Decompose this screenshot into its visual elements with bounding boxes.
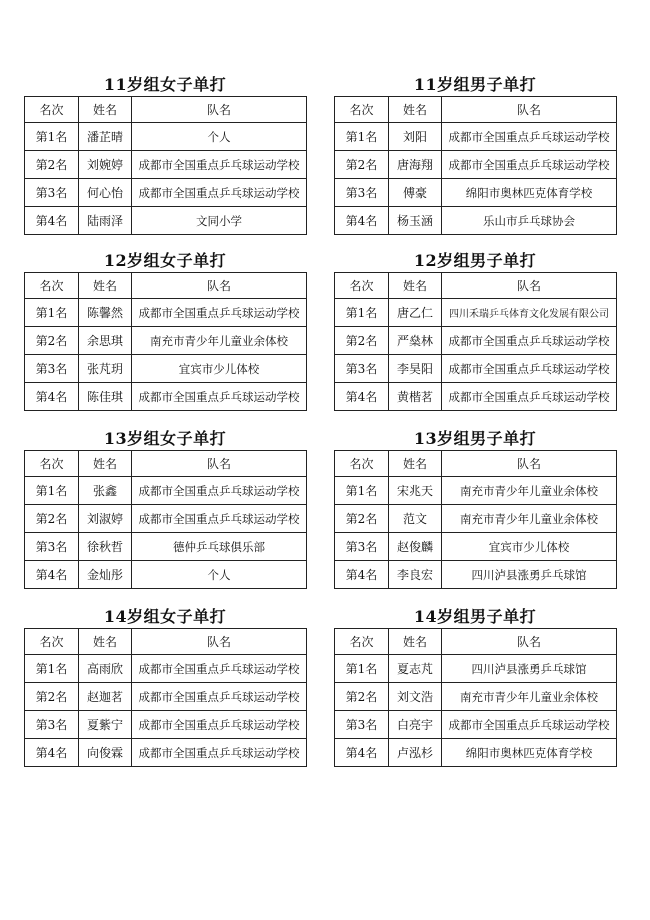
table-row [335,123,617,151]
team-cell: 成都市全国重点乒乓球运动学校 [132,655,307,683]
rank-header: 名次 [25,451,79,477]
player-name-cell: 张芃玥 [79,355,132,383]
rank-cell: 第1名 [335,299,389,327]
rank-header: 名次 [25,273,79,299]
player-name-cell: 徐秋哲 [79,533,132,561]
team-cell: 成都市全国重点乒乓球运动学校 [442,711,617,739]
table-header-row [25,273,307,299]
section-title: 13岁组女子单打 [103,429,227,448]
player-name-cell: 向俊霖 [79,739,132,767]
rank-header: 名次 [25,629,79,655]
player-name-cell: 李昊阳 [389,355,442,383]
table-row [335,355,617,383]
name-header: 姓名 [79,273,132,299]
rank-cell: 第2名 [25,505,79,533]
player-name-cell: 张鑫 [79,477,132,505]
team-cell: 成都市全国重点乒乓球运动学校 [132,683,307,711]
results-table [24,628,307,767]
table-row [335,299,617,327]
rank-cell: 第4名 [25,207,79,235]
name-header: 姓名 [389,273,442,299]
player-name-cell: 陈馨然 [79,299,132,327]
player-name-cell: 金灿彤 [79,561,132,589]
team-cell: 成都市全国重点乒乓球运动学校 [132,477,307,505]
table-row [25,505,307,533]
player-name-cell: 刘文浩 [389,683,442,711]
table-row [335,739,617,767]
rank-cell: 第3名 [25,179,79,207]
table-row [25,477,307,505]
name-header: 姓名 [79,451,132,477]
team-header: 队名 [132,451,307,477]
rank-cell: 第2名 [335,683,389,711]
rank-header: 名次 [335,629,389,655]
rank-cell: 第4名 [25,739,79,767]
team-cell: 成都市全国重点乒乓球运动学校 [132,151,307,179]
table-row [335,477,617,505]
rank-cell: 第2名 [25,327,79,355]
team-header: 队名 [132,629,307,655]
player-name-cell: 刘婉婷 [79,151,132,179]
table-row [25,533,307,561]
rank-cell: 第2名 [335,505,389,533]
player-name-cell: 陆雨泽 [79,207,132,235]
section-title: 12岁组男子单打 [413,251,537,270]
player-name-cell: 高雨欣 [79,655,132,683]
name-header: 姓名 [389,629,442,655]
team-cell: 个人 [132,561,307,589]
table-row [25,327,307,355]
name-header: 姓名 [389,451,442,477]
table-header-row [25,451,307,477]
table-header-row [335,451,617,477]
section-13-boys [334,428,616,589]
table-row [25,655,307,683]
team-cell: 成都市全国重点乒乓球运动学校 [442,327,617,355]
rank-cell: 第3名 [25,355,79,383]
player-name-cell: 夏志芃 [389,655,442,683]
player-name-cell: 宋兆天 [389,477,442,505]
results-table [24,96,307,235]
table-row [25,711,307,739]
team-cell: 德仲乒乓球俱乐部 [132,533,307,561]
table-row [25,123,307,151]
table-header-row [25,97,307,123]
rank-cell: 第1名 [335,123,389,151]
section-12-girls [24,250,306,411]
section-title: 11岁组女子单打 [103,75,227,94]
section-11-girls [24,74,306,235]
player-name-cell: 刘阳 [389,123,442,151]
rank-cell: 第1名 [25,123,79,151]
section-14-girls [24,606,306,767]
rank-cell: 第4名 [25,561,79,589]
rank-cell: 第4名 [25,383,79,411]
rank-cell: 第4名 [335,207,389,235]
player-name-cell: 范文 [389,505,442,533]
player-name-cell: 傅豪 [389,179,442,207]
team-cell: 成都市全国重点乒乓球运动学校 [132,505,307,533]
table-row [335,711,617,739]
player-name-cell: 刘淑婷 [79,505,132,533]
player-name-cell: 潘芷晴 [79,123,132,151]
team-cell: 成都市全国重点乒乓球运动学校 [442,151,617,179]
player-name-cell: 白亮宇 [389,711,442,739]
section-12-boys [334,250,616,411]
rank-cell: 第2名 [25,683,79,711]
table-row [25,561,307,589]
results-table [24,272,307,411]
team-header: 队名 [442,629,617,655]
table-row [25,739,307,767]
team-cell: 四川泸县涨勇乒乓球馆 [442,655,617,683]
player-name-cell: 李良宏 [389,561,442,589]
team-header: 队名 [132,273,307,299]
section-title: 14岁组女子单打 [103,607,227,626]
rank-header: 名次 [335,97,389,123]
team-cell: 文同小学 [132,207,307,235]
results-table [334,96,617,235]
results-table [334,450,617,589]
table-row [25,355,307,383]
section-13-girls [24,428,306,589]
rank-cell: 第1名 [335,655,389,683]
name-header: 姓名 [389,97,442,123]
team-cell: 绵阳市奥林匹克体育学校 [442,739,617,767]
player-name-cell: 杨玉涵 [389,207,442,235]
team-cell: 宜宾市少儿体校 [442,533,617,561]
team-cell: 成都市全国重点乒乓球运动学校 [442,123,617,151]
table-row [335,505,617,533]
table-row [25,383,307,411]
table-header-row [335,97,617,123]
rank-cell: 第2名 [335,327,389,355]
team-cell: 南充市青少年儿童业余体校 [442,505,617,533]
team-cell: 南充市青少年儿童业余体校 [442,683,617,711]
player-name-cell: 卢泓杉 [389,739,442,767]
team-cell: 南充市青少年儿童业余体校 [442,477,617,505]
rank-cell: 第4名 [335,561,389,589]
team-header: 队名 [442,451,617,477]
team-cell: 绵阳市奥林匹克体育学校 [442,179,617,207]
section-11-boys [334,74,616,235]
table-row [335,151,617,179]
team-cell: 宜宾市少儿体校 [132,355,307,383]
team-cell: 四川泸县涨勇乒乓球馆 [442,561,617,589]
rank-cell: 第1名 [25,655,79,683]
table-row [335,655,617,683]
rank-cell: 第1名 [335,477,389,505]
team-cell: 成都市全国重点乒乓球运动学校 [132,739,307,767]
results-table [334,628,617,767]
team-cell: 乐山市乒乓球协会 [442,207,617,235]
team-cell: 四川禾瑞乒乓体育文化发展有限公司 [442,299,617,327]
team-header: 队名 [132,97,307,123]
rank-cell: 第3名 [335,711,389,739]
player-name-cell: 夏紫宁 [79,711,132,739]
player-name-cell: 赵俊麟 [389,533,442,561]
rank-cell: 第2名 [25,151,79,179]
player-name-cell: 余思琪 [79,327,132,355]
table-row [25,683,307,711]
section-14-boys [334,606,616,767]
rank-cell: 第3名 [335,355,389,383]
team-header: 队名 [442,273,617,299]
player-name-cell: 严燊林 [389,327,442,355]
table-row [335,683,617,711]
name-header: 姓名 [79,629,132,655]
results-table [24,450,307,589]
team-cell: 个人 [132,123,307,151]
player-name-cell: 唐海翔 [389,151,442,179]
rank-cell: 第4名 [335,383,389,411]
rank-header: 名次 [335,451,389,477]
table-row [335,383,617,411]
table-header-row [335,629,617,655]
rank-cell: 第1名 [25,299,79,327]
table-row [25,179,307,207]
team-cell: 南充市青少年儿童业余体校 [132,327,307,355]
table-row [335,533,617,561]
team-cell: 成都市全国重点乒乓球运动学校 [132,383,307,411]
rank-cell: 第3名 [335,533,389,561]
player-name-cell: 陈佳琪 [79,383,132,411]
player-name-cell: 赵迦茗 [79,683,132,711]
table-row [335,561,617,589]
team-cell: 成都市全国重点乒乓球运动学校 [442,355,617,383]
section-title: 11岁组男子单打 [413,75,537,94]
team-cell: 成都市全国重点乒乓球运动学校 [132,711,307,739]
rank-cell: 第4名 [335,739,389,767]
team-cell: 成都市全国重点乒乓球运动学校 [132,299,307,327]
table-header-row [335,273,617,299]
rank-cell: 第1名 [25,477,79,505]
table-row [335,179,617,207]
player-name-cell: 何心怡 [79,179,132,207]
rank-cell: 第2名 [335,151,389,179]
player-name-cell: 黄楷茗 [389,383,442,411]
results-table [334,272,617,411]
rank-header: 名次 [335,273,389,299]
table-row [25,207,307,235]
table-row [335,327,617,355]
team-cell: 成都市全国重点乒乓球运动学校 [442,383,617,411]
rank-cell: 第3名 [335,179,389,207]
table-row [25,299,307,327]
rank-cell: 第3名 [25,711,79,739]
team-header: 队名 [442,97,617,123]
table-row [335,207,617,235]
section-title: 12岁组女子单打 [103,251,227,270]
section-title: 14岁组男子单打 [413,607,537,626]
table-header-row [25,629,307,655]
rank-cell: 第3名 [25,533,79,561]
team-cell: 成都市全国重点乒乓球运动学校 [132,179,307,207]
name-header: 姓名 [79,97,132,123]
section-title: 13岁组男子单打 [413,429,537,448]
table-row [25,151,307,179]
rank-header: 名次 [25,97,79,123]
player-name-cell: 唐乙仁 [389,299,442,327]
